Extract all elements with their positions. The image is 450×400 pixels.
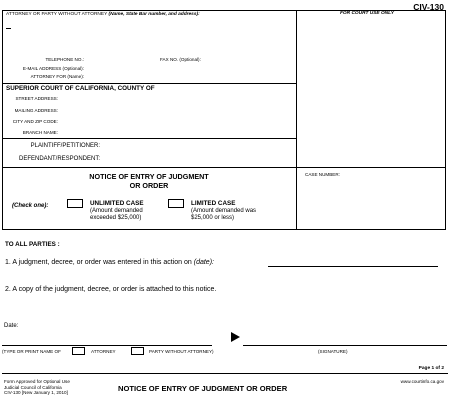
notice-title-line1: NOTICE OF ENTRY OF JUDGMENT — [89, 172, 209, 181]
attorney-for-label: ATTORNEY FOR (Name): — [30, 74, 84, 79]
item-2-text: A copy of the judgment, decree, or order is attached to this notice. — [12, 286, 217, 293]
unlimited-case-line2: exceeded $25,000) — [90, 215, 142, 221]
name-line[interactable] — [2, 345, 212, 346]
attorney-checkbox[interactable] — [72, 347, 85, 355]
limited-case-line2: $25,000 or less) — [191, 215, 235, 221]
date-label: Date: — [4, 323, 19, 329]
court-website-link[interactable]: www.courtinfo.ca.gov — [400, 379, 444, 384]
type-name-label: (TYPE OR PRINT NAME OF — [2, 349, 61, 354]
street-address-label: STREET ADDRESS: — [15, 96, 58, 101]
branch-name-label: BRANCH NAME: — [22, 130, 58, 135]
form-approval — [4, 379, 70, 396]
limited-case-checkbox[interactable] — [168, 199, 184, 208]
form-number: CIV-130 — [413, 2, 444, 12]
item-1-text: A judgment, decree, or order was entered in this action on — [12, 259, 192, 266]
fax-label: FAX NO. (Optional): — [160, 57, 201, 62]
signature-arrow-icon — [231, 332, 240, 342]
city-zip-label: CITY AND ZIP CODE: — [12, 119, 58, 124]
court-use-label: FOR COURT USE ONLY — [340, 11, 394, 16]
item-1 — [5, 259, 214, 266]
plaintiff-label: PLAINTIFF/PETITIONER: — [30, 143, 100, 149]
attorney-title-text: ATTORNEY OR PARTY WITHOUT ATTORNEY — [6, 12, 108, 17]
limited-case-line1: (Amount demanded was — [191, 208, 257, 214]
item-1-number: 1. — [5, 259, 11, 266]
party-without-attorney-checkbox[interactable] — [131, 347, 144, 355]
signature-label: (SIGNATURE) — [318, 349, 348, 354]
email-label: E-MAIL ADDRESS (Optional): — [22, 66, 84, 71]
attorney-title-note: (Name, State Bar number, and address): — [108, 12, 200, 17]
notice-top-rule — [2, 167, 446, 168]
parties-top-rule — [2, 138, 296, 139]
item-2 — [5, 286, 216, 293]
unlimited-case-checkbox[interactable] — [67, 199, 83, 208]
unlimited-case-line1: (Amount demanded — [90, 208, 143, 214]
attorney-title — [6, 12, 200, 17]
check-one-label: (Check one): — [12, 203, 49, 209]
page-number: Page 1 of 2 — [418, 366, 444, 371]
telephone-label: TELEPHONE NO.: — [45, 57, 84, 62]
unlimited-case-title: UNLIMITED CASE — [90, 200, 144, 207]
attorney-dash — [6, 28, 11, 29]
footer-title: NOTICE OF ENTRY OF JUDGMENT OR ORDER — [118, 384, 288, 393]
attorney-option-label: ATTORNEY — [91, 349, 116, 354]
to-all-parties: TO ALL PARTIES : — [5, 241, 60, 248]
defendant-label: DEFENDANT/RESPONDENT: — [18, 156, 100, 162]
court-top-rule — [2, 83, 296, 84]
approval-line-1: Form Approved for Optional Use — [4, 379, 70, 384]
item-1-date-line[interactable] — [268, 266, 438, 267]
mailing-address-label: MAILING ADDRESS: — [14, 108, 58, 113]
signature-line[interactable] — [243, 345, 447, 346]
approval-line-2: Judicial Council of California — [4, 384, 62, 390]
footer-rule — [2, 373, 448, 374]
item-2-number: 2. — [5, 286, 11, 293]
court-use-divider — [296, 10, 297, 230]
item-1-date-label: (date): — [193, 259, 214, 266]
caption-box — [2, 10, 446, 230]
case-number-label: CASE NUMBER: — [305, 172, 340, 177]
party-option-label: PARTY WITHOUT ATTORNEY) — [149, 349, 214, 354]
notice-title-line2: OR ORDER — [129, 181, 169, 190]
approval-line-3: CIV-130 [New January 1, 2010] — [4, 390, 68, 396]
limited-case-title: LIMITED CASE — [191, 200, 236, 207]
court-title: SUPERIOR COURT OF CALIFORNIA, COUNTY OF — [6, 85, 155, 92]
